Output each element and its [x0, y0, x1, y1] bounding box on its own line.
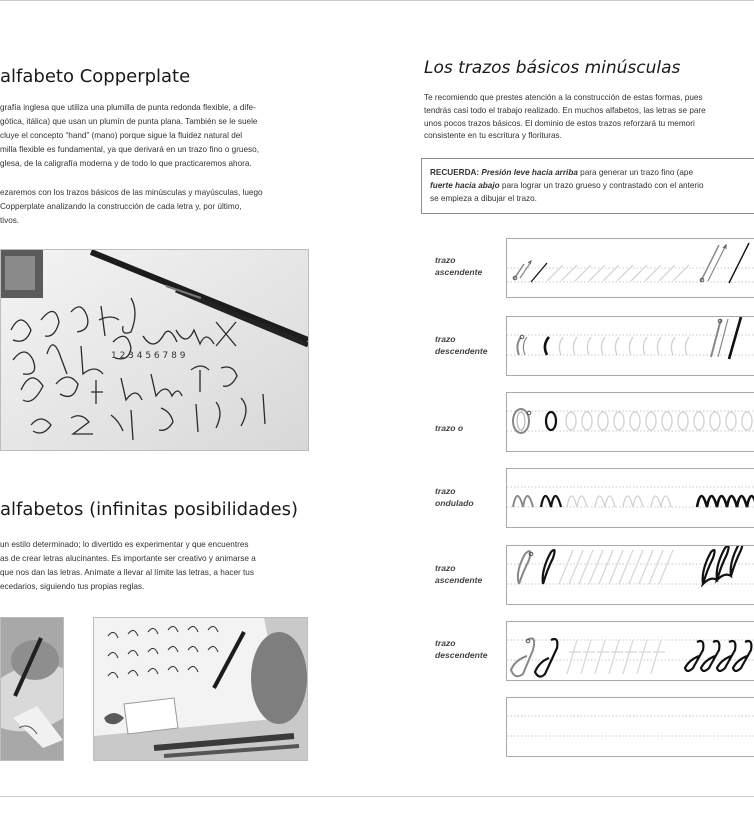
section2-title: alfabetos (infinitas posibilidades) — [0, 499, 299, 520]
calligraphy-sheet-illustration — [1, 250, 308, 450]
text-line: glesa, de la caligrafía moderna y de todo lo que practicaremos ahora. — [0, 159, 252, 168]
text-line: trazo — [435, 334, 456, 344]
text-line: as de crear letras alucinantes. Es importante ser creativo y animarse a — [0, 554, 256, 563]
section2-paragraph — [0, 538, 310, 594]
o-stroke-guide — [507, 393, 754, 451]
blank-practice-lines — [507, 698, 754, 756]
text-line: trazo — [435, 638, 456, 648]
text-line: ascendente — [435, 575, 483, 585]
notebook-with-pens-illustration — [94, 618, 307, 760]
reminder-text-1: para generar un trazo fino (ape — [577, 168, 694, 177]
text-line: unos pocos trazos básicos. El dominio de estos trazos reforzará tu memori — [424, 118, 695, 128]
ascending-stroke-guide — [507, 239, 754, 297]
section1-paragraph2 — [0, 186, 310, 228]
text-line: un estilo determinado; lo divertido es experimentar y que encuentres — [0, 540, 249, 549]
text-line: que nos dan las letras. Anímate a llevar al límite las letras, a hacer tus — [0, 568, 254, 577]
text-line: Copperplate analizando la construcción de cada letra y, por último, — [0, 202, 242, 211]
practice-notebook-photo — [93, 617, 308, 761]
practice-guide-descendente-2 — [506, 621, 754, 681]
reminder-text-2: para lograr un trazo grueso y contrastado con el anterio — [499, 181, 704, 190]
stroke-label-descendente-1 — [435, 333, 488, 357]
text-line: trazo — [435, 255, 456, 265]
stroke-label-ascendente-2 — [435, 562, 482, 586]
text-line: gótica, itálica) que usan un plumín de punta plana. También se le suele — [0, 117, 258, 126]
section1-paragraph1 — [0, 101, 310, 171]
reminder-text — [430, 166, 754, 205]
wavy-stroke-guide — [507, 469, 754, 527]
reminder-emphasis-1: Presión leve hacia arriba — [481, 168, 578, 177]
loop-descending-stroke-guide — [507, 622, 754, 680]
text-line: trazo — [435, 563, 456, 573]
practice-guide-blank — [506, 697, 754, 757]
practice-guide-ondulado — [506, 468, 754, 528]
text-line: trazo o — [435, 423, 464, 433]
stroke-label-o — [435, 422, 463, 434]
reminder-label: RECUERDA: — [430, 168, 480, 177]
reminder-text-3: se empieza a dibujar el trazo. — [430, 194, 537, 203]
text-line: grafía inglesa que utiliza una plumilla de punta redonda flexible, a dife- — [0, 103, 256, 112]
text-line: ascendente — [435, 267, 483, 277]
text-line: milla flexible es fundamental, ya que derivará en un trazo fino o grueso, — [0, 145, 259, 154]
copperplate-alphabet-photo — [0, 249, 309, 451]
reminder-emphasis-2: fuerte hacia abajo — [430, 181, 500, 190]
practice-guide-ascendente-1 — [506, 238, 754, 298]
text-line: consistente en tu escritura y florituras. — [424, 131, 562, 141]
stroke-label-descendente-2 — [435, 637, 488, 661]
hand-with-pen-illustration — [1, 618, 63, 760]
text-line: trazo — [435, 486, 456, 496]
text-line: descendente — [435, 650, 488, 660]
stroke-label-ondulado — [435, 485, 474, 509]
practice-guide-descendente-1 — [506, 316, 754, 376]
practice-guide-ascendente-2 — [506, 545, 754, 605]
text-line: tendrás casi todo el trabajo realizado. En muchos alfabetos, las letras se pare — [424, 105, 706, 115]
hand-lettering-photo — [0, 617, 64, 761]
page-title: Los trazos básicos minúsculas — [424, 58, 681, 78]
page-top-border — [0, 0, 754, 1]
reminder-box — [421, 158, 754, 214]
text-line: ezaremos con los trazos básicos de las minúsculas y mayúsculas, luego — [0, 188, 263, 197]
loop-ascending-stroke-guide — [507, 546, 754, 604]
text-line: ecedarios, siguiendo tus propias reglas. — [0, 582, 145, 591]
section1-title: alfabeto Copperplate — [0, 66, 191, 87]
stroke-label-ascendente-1 — [435, 254, 482, 278]
text-line: descendente — [435, 346, 488, 356]
text-line: tivos. — [0, 216, 20, 225]
text-line: Te recomiendo que prestes atención a la construcción de estas formas, pues — [424, 93, 703, 102]
svg-text:1 2 3 4 5 6 7 8 9: 1 2 3 4 5 6 7 8 9 — [111, 351, 186, 361]
text-line: cluye el concepto “hand” (mano) porque sigue la fluidez natural del — [0, 131, 243, 140]
practice-guide-o — [506, 392, 754, 452]
page-bottom-border — [0, 796, 754, 797]
intro-paragraph — [424, 92, 754, 143]
text-line: ondulado — [435, 498, 474, 508]
descending-stroke-guide — [507, 317, 754, 375]
